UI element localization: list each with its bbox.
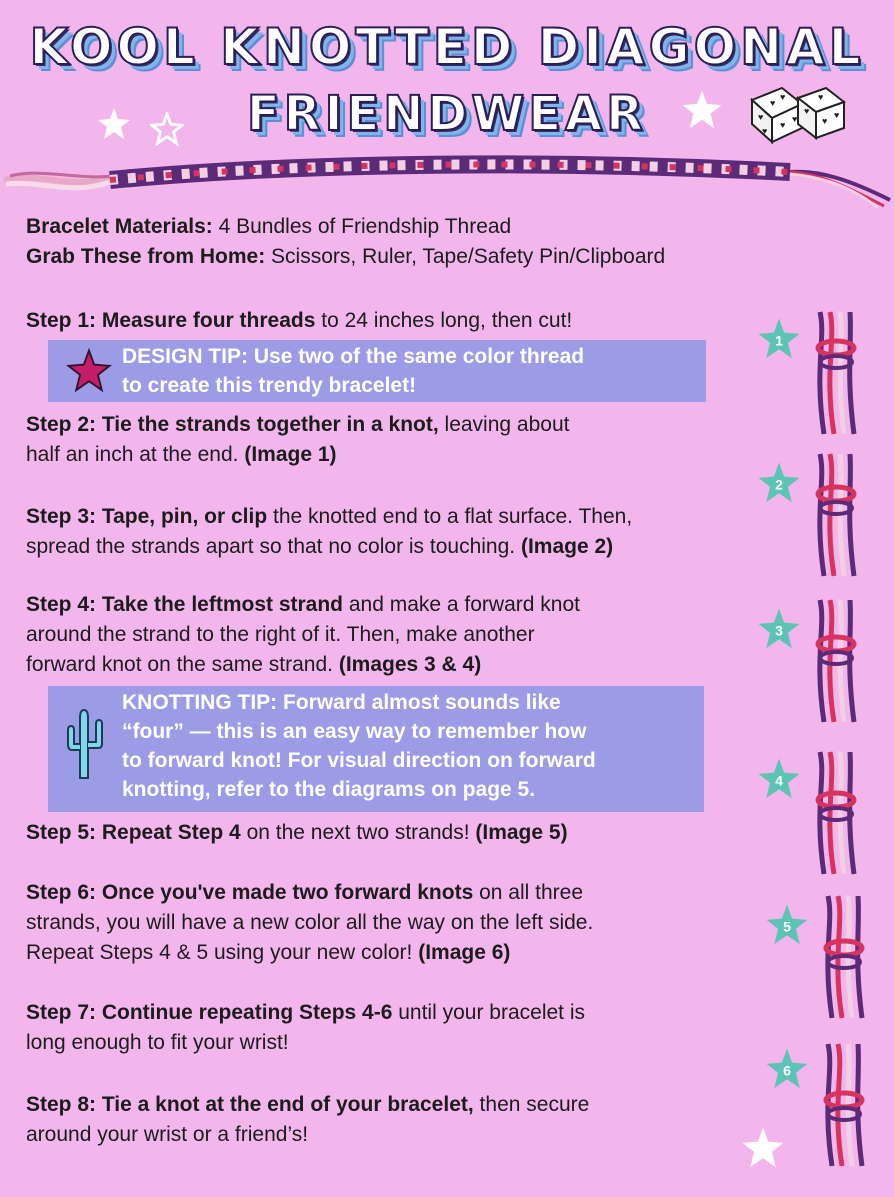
design-tip-line2: to create this trendy bracelet! xyxy=(122,374,417,397)
svg-text:♥: ♥ xyxy=(822,116,828,126)
step-5-bold: Step 5: Repeat Step 4 xyxy=(26,821,241,844)
image-number-star-icon xyxy=(756,316,802,362)
home-materials xyxy=(26,244,665,270)
white-star-icon xyxy=(96,106,132,142)
svg-text:♥: ♥ xyxy=(804,106,810,116)
page-title-line1: KOOL KNOTTED DIAGONAL xyxy=(29,18,865,76)
svg-text:♥: ♥ xyxy=(834,110,840,120)
step-8 xyxy=(26,1090,756,1150)
step-6-text-3: Repeat Steps 4 & 5 using your new color! xyxy=(26,941,419,964)
step-4-image-ref: (Images 3 & 4) xyxy=(338,653,482,676)
svg-text:♥: ♥ xyxy=(780,92,786,102)
step-5-text: on the next two strands! xyxy=(240,821,476,844)
step-3-text: the knotted end to a flat surface. Then, xyxy=(267,505,633,528)
step-6-text-2: strands, you will have a new color all the way on the left side. xyxy=(26,911,594,934)
design-tip-label: DESIGN TIP: xyxy=(122,345,249,368)
bracelet-materials-label: Bracelet Materials: xyxy=(26,215,213,238)
step-3-image-ref: (Image 2) xyxy=(520,535,614,558)
svg-text:♥: ♥ xyxy=(770,98,776,108)
step-6-text: on all three xyxy=(473,881,584,904)
step-2-text: leaving about xyxy=(438,413,570,436)
image-number-star-icon xyxy=(756,460,802,506)
knot-step-image xyxy=(806,596,866,726)
image-number-label: 2 xyxy=(775,476,783,493)
step-8-bold: Step 8: Tie a knot at the end of your bracelet, xyxy=(26,1093,474,1116)
knotting-tip-box xyxy=(48,686,704,812)
step-3-text-2: spread the strands apart so that no color is touching. xyxy=(26,535,521,558)
home-materials-value: Scissors, Ruler, Tape/Safety Pin/Clipboard xyxy=(265,245,666,268)
step-7 xyxy=(26,998,756,1058)
image-number-star-icon xyxy=(764,902,810,948)
step-3-bold: Step 3: Tape, pin, or clip xyxy=(26,505,268,528)
step-4-text-3: forward knot on the same strand. xyxy=(26,653,339,676)
step-2-text-2: half an inch at the end. xyxy=(26,443,245,466)
step-7-text: until your bracelet is xyxy=(392,1001,585,1024)
design-tip-line1: Use two of the same color thread xyxy=(248,345,585,368)
image-number-label: 6 xyxy=(783,1062,791,1079)
step-4-text: and make a forward knot xyxy=(343,593,580,616)
image-number-label: 3 xyxy=(775,622,783,639)
knotting-tip-line3: to forward knot! For visual direction on forward xyxy=(122,749,596,772)
svg-text:♥: ♥ xyxy=(758,112,764,122)
step-8-text: then secure xyxy=(473,1093,590,1116)
bracelet-materials-value: 4 Bundles of Friendship Thread xyxy=(212,215,512,238)
image-number-label: 5 xyxy=(783,918,791,935)
knotting-tip-label: KNOTTING TIP: xyxy=(122,691,278,714)
image-number-label: 1 xyxy=(775,332,783,349)
image-number-star-icon xyxy=(764,1046,810,1092)
svg-text:♥: ♥ xyxy=(762,126,768,136)
step-1-text: to 24 inches long, then cut! xyxy=(315,309,573,332)
knot-step-image xyxy=(806,450,866,580)
step-6-bold: Step 6: Once you've made two forward knots xyxy=(26,881,474,904)
home-materials-label: Grab These from Home: xyxy=(26,245,266,268)
step-2-image-ref: (Image 1) xyxy=(244,443,337,466)
step-4-text-2: around the strand to the right of it. Then, make another xyxy=(26,623,535,646)
knot-step-image xyxy=(806,308,866,438)
step-2-bold: Step 2: Tie the strands together in a knot, xyxy=(26,413,439,436)
knot-step-image xyxy=(814,1040,874,1170)
knot-step-image xyxy=(814,892,874,1022)
outline-star-icon xyxy=(150,112,184,146)
step-7-bold: Step 7: Continue repeating Steps 4-6 xyxy=(26,1001,393,1024)
design-tip-box xyxy=(48,340,706,402)
knotting-tip-line4: knotting, refer to the diagrams on page 5. xyxy=(122,778,536,801)
cactus-icon xyxy=(62,708,106,780)
step-4 xyxy=(26,590,756,680)
step-5-image-ref: (Image 5) xyxy=(475,821,568,844)
image-number-star-icon xyxy=(756,606,802,652)
step-8-text-2: around your wrist or a friend’s! xyxy=(26,1123,309,1146)
bracelet-image xyxy=(0,150,894,210)
image-number-label: 4 xyxy=(775,772,783,789)
step-4-bold: Step 4: Take the leftmost strand xyxy=(26,593,344,616)
svg-text:♥: ♥ xyxy=(818,92,824,102)
step-7-text-2: long enough to fit your wrist! xyxy=(26,1031,289,1054)
knotting-tip-line1: Forward almost sounds like xyxy=(277,691,561,714)
svg-text:♥: ♥ xyxy=(780,120,786,130)
step-6-image-ref: (Image 6) xyxy=(418,941,511,964)
white-star-icon xyxy=(680,88,724,132)
step-5 xyxy=(26,818,756,848)
step-3 xyxy=(26,502,826,562)
knot-step-image xyxy=(806,748,866,878)
dice-icon xyxy=(748,80,848,146)
step-1-bold: Step 1: Measure four threads xyxy=(26,309,316,332)
bracelet-materials xyxy=(26,214,511,240)
image-number-star-icon xyxy=(756,756,802,802)
svg-text:♥: ♥ xyxy=(792,114,798,124)
magenta-star-icon xyxy=(66,348,112,394)
page-title-line2: FRIENDWEAR xyxy=(246,86,648,142)
step-1 xyxy=(26,306,756,336)
knotting-tip-line2: “four” — this is an easy way to remember how xyxy=(122,720,587,743)
step-6 xyxy=(26,878,786,968)
step-2 xyxy=(26,410,756,470)
